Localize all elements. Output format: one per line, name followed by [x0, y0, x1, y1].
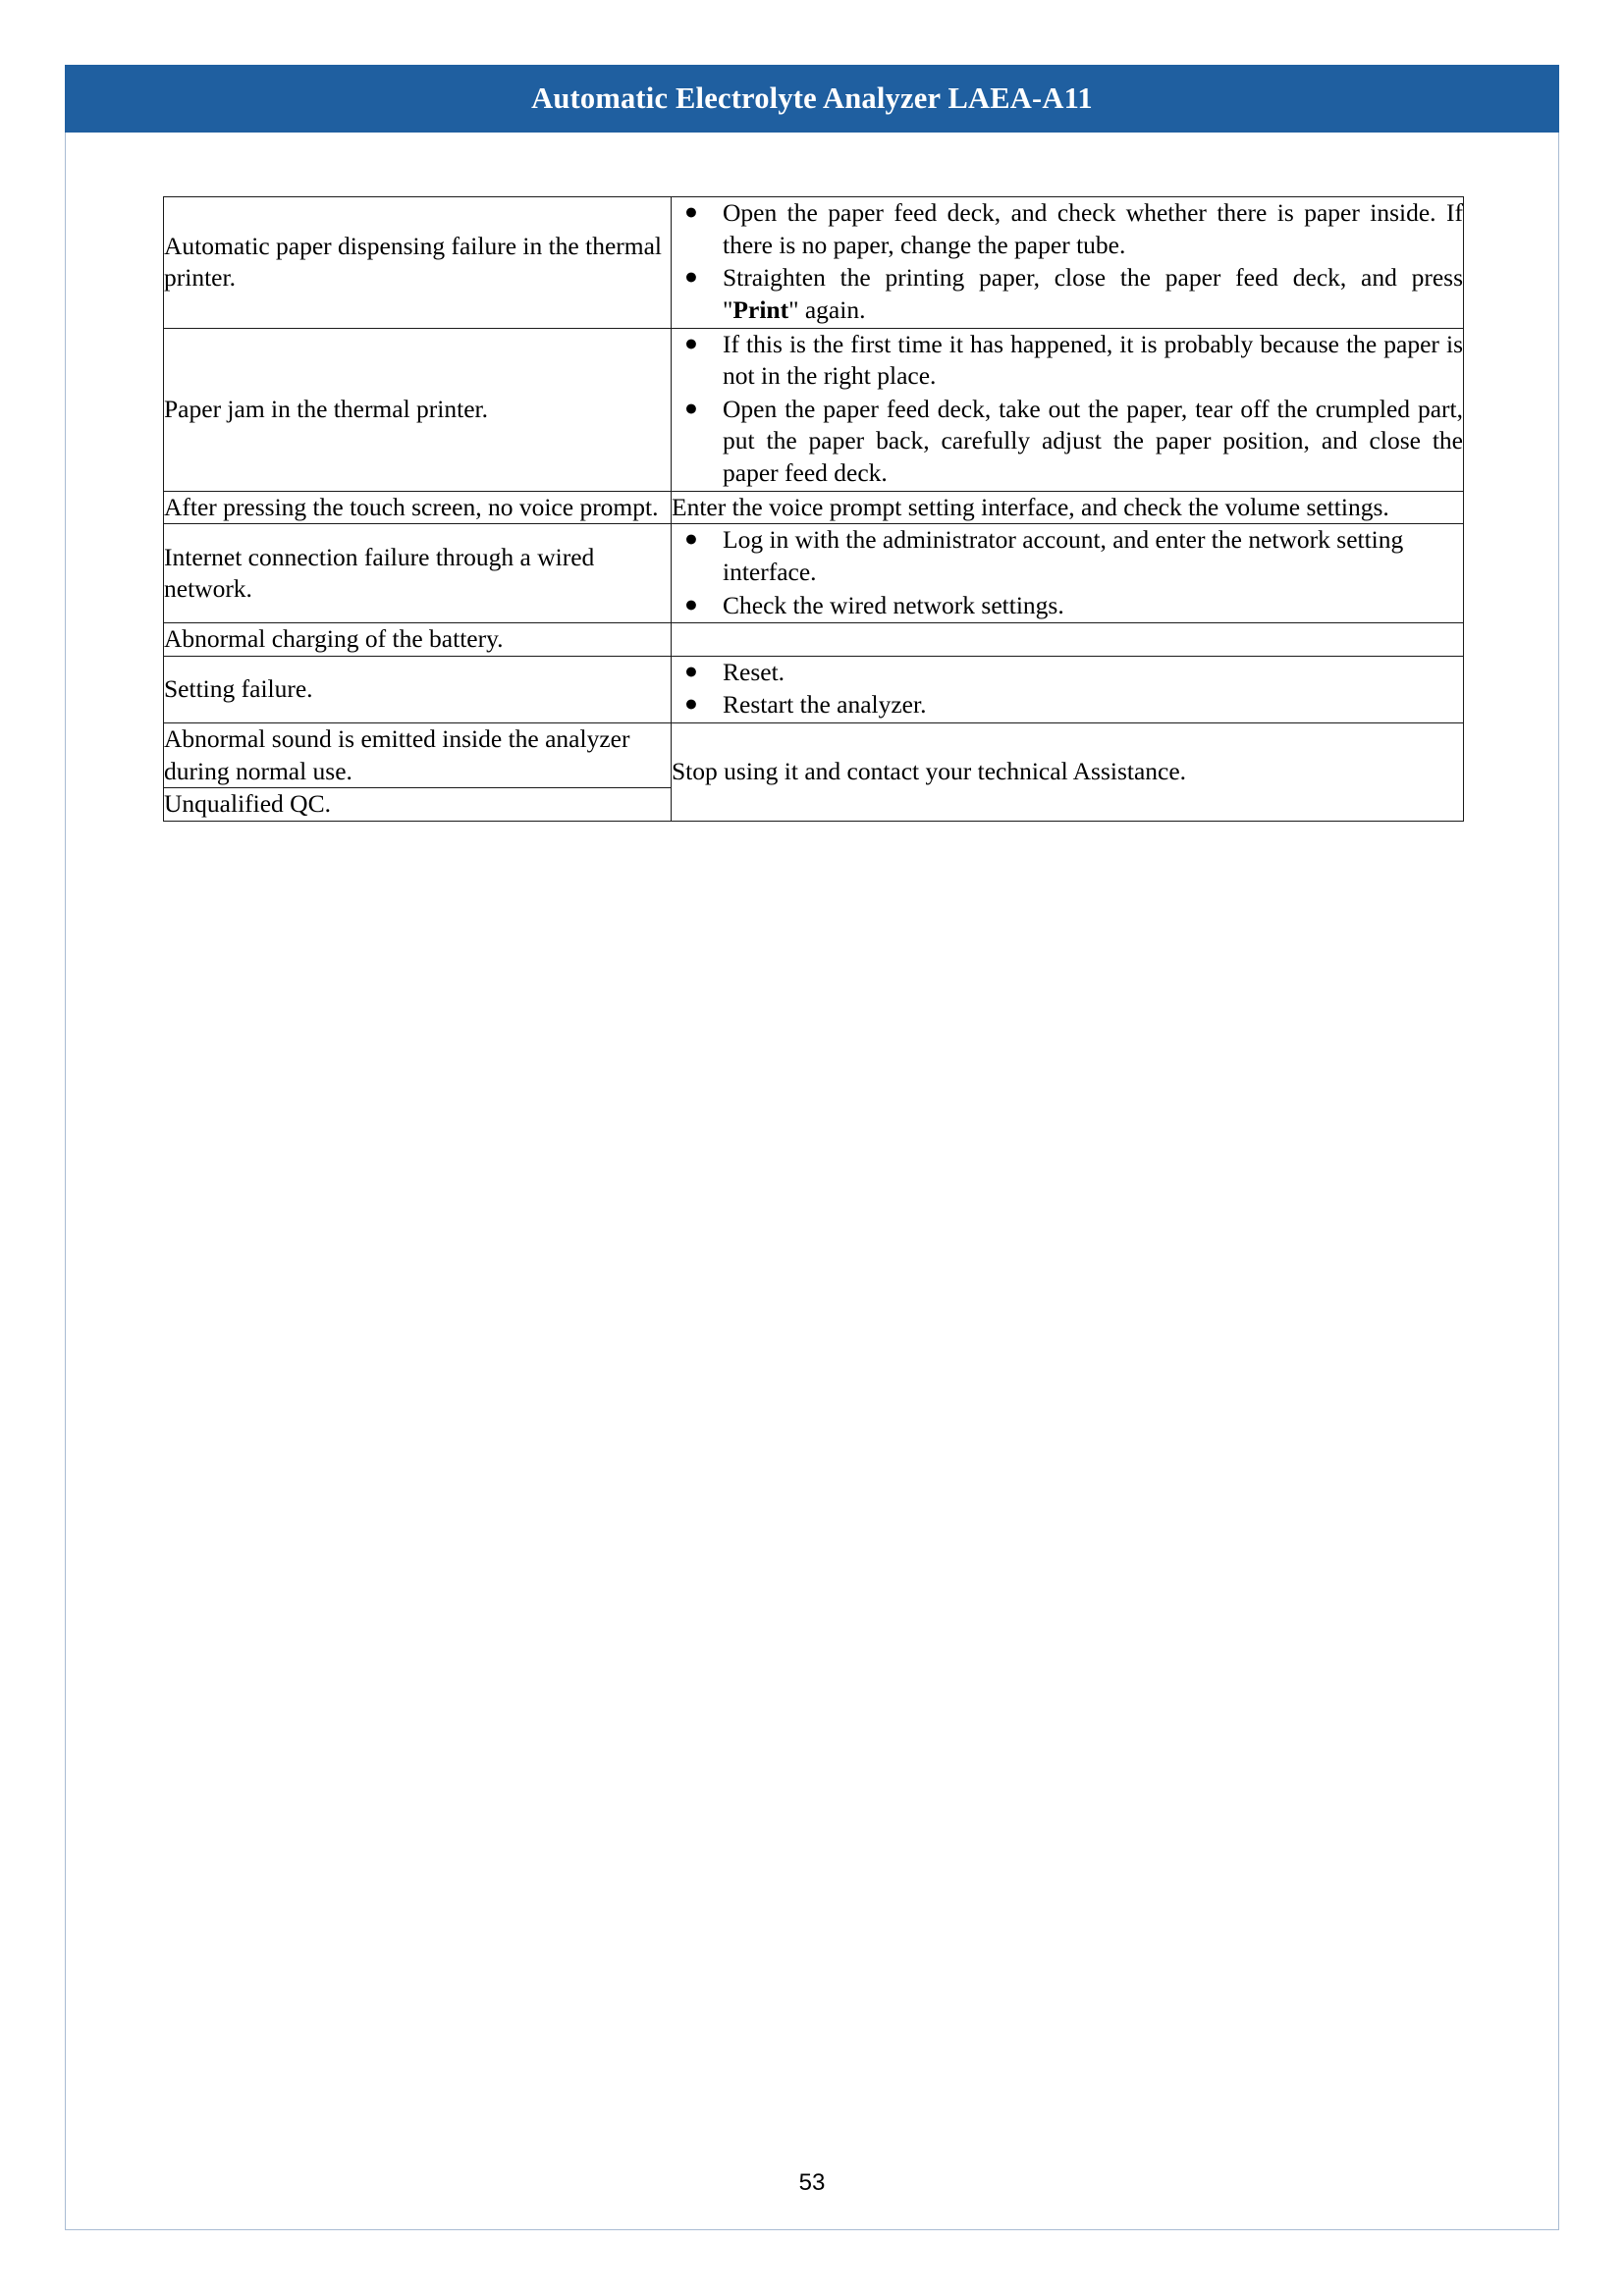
- action-cell: [672, 328, 1464, 491]
- cause-text: Automatic paper dispensing failure in the thermal printer.: [164, 231, 663, 293]
- list-item: [672, 329, 1463, 393]
- cause-text: Abnormal charging of the battery.: [164, 624, 504, 654]
- troubleshooting-table-body: [164, 197, 1464, 822]
- list-item: [672, 689, 1463, 721]
- bullet-text: Reset.: [723, 657, 785, 686]
- action-text: Stop using it and contact your technical Assistance.: [672, 757, 1187, 786]
- list-item: [672, 197, 1463, 261]
- list-item: [672, 590, 1463, 622]
- table-row: [164, 491, 1464, 524]
- bullet-icon: ●: [684, 591, 698, 616]
- troubleshooting-table: [163, 196, 1464, 822]
- list-item: [672, 657, 1463, 689]
- bullet-text: If this is the first time it has happened, it is probably because the paper is not in the right place.: [723, 329, 1463, 391]
- bullet-text: Log in with the administrator account, and enter the network setting interface.: [723, 525, 1404, 586]
- cause-cell: [164, 723, 672, 788]
- table-row: [164, 197, 1464, 329]
- bullet-icon: ●: [684, 395, 698, 420]
- cause-cell: [164, 197, 672, 329]
- bullet-text-emphasis: Print: [732, 294, 789, 324]
- bullet-icon: ●: [684, 330, 698, 355]
- table-row: [164, 328, 1464, 491]
- cause-text: Paper jam in the thermal printer.: [164, 394, 488, 423]
- bullet-text-part: Straighten the printing paper, close the paper feed deck, and press ": [723, 263, 1463, 324]
- table-row: [164, 723, 1464, 788]
- cause-text: Internet connection failure through a wired network.: [164, 542, 595, 604]
- document-header-banner: [65, 65, 1559, 133]
- page-number: 53: [798, 2169, 826, 2196]
- action-cell: [672, 197, 1464, 329]
- list-item: [672, 394, 1463, 490]
- list-item: [672, 524, 1463, 588]
- cause-text: After pressing the touch screen, no voice prompt.: [164, 492, 659, 521]
- bullet-icon: ●: [684, 658, 698, 683]
- bullet-icon: ●: [684, 264, 698, 290]
- cause-cell: [164, 623, 672, 657]
- bullet-text: Open the paper feed deck, and check whether there is paper inside. If there is no paper, change the paper tube.: [723, 198, 1463, 259]
- cause-cell: [164, 491, 672, 524]
- cause-text: Abnormal sound is emitted inside the analyzer during normal use.: [164, 724, 630, 785]
- action-bullet-list: [672, 197, 1463, 327]
- bullet-text: Open the paper feed deck, take out the paper, tear off the crumpled part, put the paper back, carefully adjust the paper position, and close the paper feed deck.: [723, 394, 1463, 487]
- table-row: [164, 524, 1464, 623]
- cause-cell: [164, 656, 672, 722]
- cause-cell: [164, 788, 672, 822]
- cause-text: Unqualified QC.: [164, 789, 331, 819]
- page-content: [65, 133, 1559, 2230]
- page-title: Automatic Electrolyte Analyzer LAEA-A11: [531, 81, 1093, 115]
- action-cell: [672, 491, 1464, 524]
- action-bullet-list: [672, 524, 1463, 621]
- action-text: Enter the voice prompt setting interface, and check the volume settings.: [672, 492, 1389, 521]
- bullet-text-part: " again.: [788, 294, 866, 324]
- cause-cell: [164, 328, 672, 491]
- action-bullet-list: [672, 329, 1463, 490]
- action-bullet-list: [672, 657, 1463, 721]
- table-row: [164, 656, 1464, 722]
- bullet-text: [723, 262, 1463, 326]
- bullet-text: Restart the analyzer.: [723, 690, 927, 720]
- bullet-text: Check the wired network settings.: [723, 590, 1064, 619]
- table-row: [164, 623, 1464, 657]
- action-cell-merged: [672, 723, 1464, 822]
- action-cell-empty: [672, 623, 1464, 657]
- list-item: [672, 262, 1463, 326]
- action-cell: [672, 656, 1464, 722]
- bullet-icon: ●: [684, 526, 698, 552]
- bullet-icon: ●: [684, 691, 698, 717]
- cause-text: Setting failure.: [164, 674, 313, 704]
- cause-cell: [164, 524, 672, 623]
- bullet-icon: ●: [684, 199, 698, 224]
- action-cell: [672, 524, 1464, 623]
